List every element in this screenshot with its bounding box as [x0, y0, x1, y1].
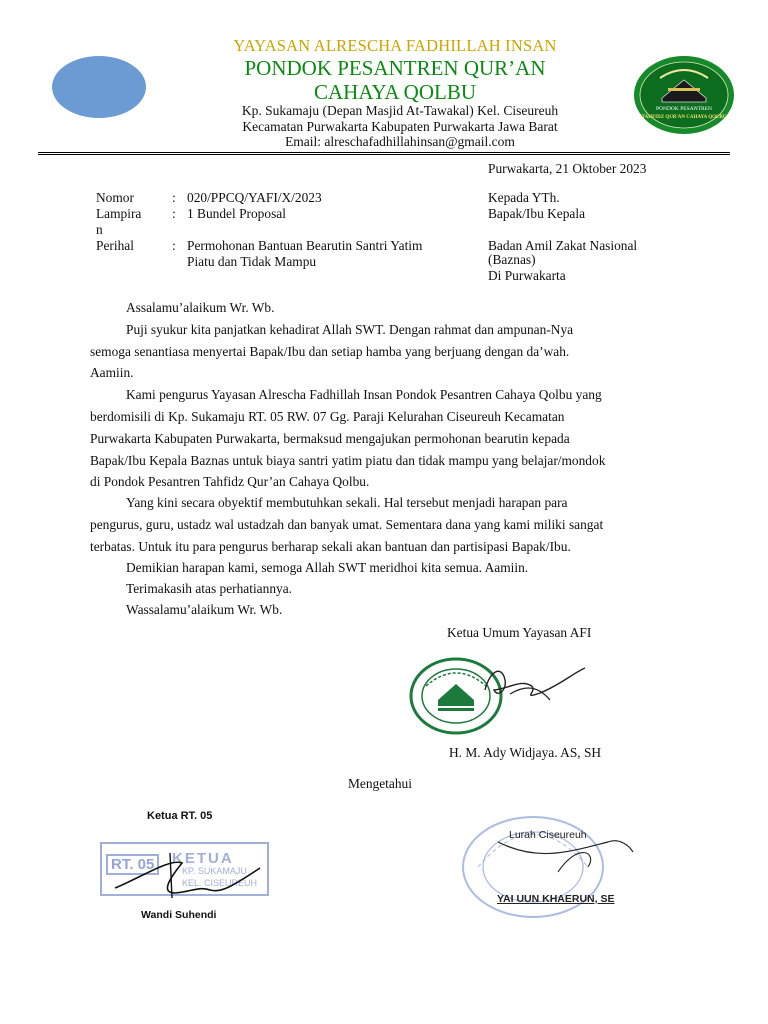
rt-name: Wandi Suhendi	[141, 909, 217, 921]
body-line: Terimakasih atas perhatiannya.	[126, 581, 293, 596]
rt-stamp-title: KETUA	[172, 850, 234, 867]
meta-value: Permohonan Bantuan Bearutin Santri Yatim	[187, 238, 423, 253]
recipient-line: Kepada YTh.	[488, 190, 560, 205]
meta-sep: :	[172, 238, 176, 253]
header-divider	[38, 152, 730, 155]
meta-sep: :	[172, 206, 176, 221]
meta-row	[96, 222, 476, 238]
rt-stamp-line1: KP. SUKAMAJU	[182, 866, 247, 876]
rt-title: Ketua RT. 05	[147, 810, 213, 822]
svg-text:PONDOK PESANTREN: PONDOK PESANTREN	[655, 106, 713, 112]
svg-text:TAHFIDZ QUR'AN CAHAYA QOLBU: TAHFIDZ QUR'AN CAHAYA QOLBU	[641, 115, 727, 120]
body-line: berdomisili di Kp. Sukamaju RT. 05 RW. 07 Gg. Paraji Kelurahan Ciseureuh Kecamatan	[90, 409, 565, 424]
acknowledged-label: Mengetahui	[348, 776, 412, 791]
email-line: Email: alreschafadhillahinsan@gmail.com	[285, 134, 515, 149]
body-line: Kami pengurus Yayasan Alrescha Fadhillah Insan Pondok Pesantren Cahaya Qolbu yang	[126, 387, 602, 402]
body-line: pengurus, guru, ustadz wal ustadzah dan banyak umat. Sementara dana yang kami miliki sangat	[90, 517, 604, 532]
rt-stamp-number: RT. 05	[106, 854, 159, 875]
place-date: Purwakarta, 21 Oktober 2023	[488, 161, 647, 176]
meta-row	[96, 254, 476, 270]
signatory-title: Ketua Umum Yayasan AFI	[447, 625, 592, 640]
meta-value: Piatu dan Tidak Mampu	[187, 254, 317, 269]
recipient-line: Bapak/Ibu Kepala	[488, 206, 586, 221]
meta-label: Lampira	[96, 206, 142, 221]
signatory-name: H. M. Ady Widjaya. AS, SH	[449, 745, 602, 760]
address-line1: Kp. Sukamaju (Depan Masjid At-Tawakal) Kel. Ciseureuh	[241, 103, 559, 118]
greeting: Assalamu’alaikum Wr. Wb.	[126, 300, 275, 315]
meta-label: Perihal	[96, 238, 134, 253]
recipient-line: (Baznas)	[488, 252, 536, 267]
school-name-line1: PONDOK PESANTREN QUR’AN	[244, 56, 546, 80]
meta-value: 1 Bundel Proposal	[187, 206, 286, 221]
rt-stamp-line2: KEL. CISEUREUH	[182, 878, 258, 888]
body-line: Yang kini secara obyektif membutuhkan sekali. Hal tersebut menjadi harapan para	[126, 495, 568, 510]
meta-label: Nomor	[96, 190, 134, 205]
meta-row	[96, 190, 476, 206]
meta-row	[96, 206, 476, 222]
body-line: semoga senantiasa menyertai Bapak/Ibu dan setiap hamba yang berjuang dengan da’wah.	[90, 344, 570, 359]
recipient-line: Badan Amil Zakat Nasional	[488, 238, 638, 253]
body-line: di Pondok Pesantren Tahfidz Qur’an Cahaya Qolbu.	[90, 474, 370, 489]
recipient-line	[488, 222, 728, 238]
letter-meta	[96, 190, 476, 270]
meta-label: n	[96, 222, 103, 237]
chairman-signature	[480, 660, 590, 710]
body-line: Bapak/Ibu Kepala Baznas untuk biaya santri yatim piatu dan tidak mampu yang belajar/mondok	[90, 453, 606, 468]
meta-sep: :	[172, 190, 176, 205]
body-line: terbatas. Untuk itu para pengurus berharap sekali akan bantuan dan partisipasi Bapak/Ibu.	[90, 539, 571, 554]
body-line: Puji syukur kita panjatkan kehadirat Allah SWT. Dengan rahmat dan ampunan-Nya	[126, 322, 574, 337]
recipient-block	[488, 190, 728, 284]
school-name-line2: CAHAYA QOLBU	[313, 80, 476, 104]
recipient-line: Di Purwakarta	[488, 268, 566, 283]
foundation-name: YAYASAN ALRESCHA FADHILLAH INSAN	[233, 36, 557, 55]
address-line2: Kecamatan Purwakarta Kabupaten Purwakarta Jawa Barat	[242, 119, 558, 134]
meta-row	[96, 238, 476, 254]
lurah-title: Lurah Ciseureuh	[509, 829, 587, 841]
meta-value: 020/PPCQ/YAFI/X/2023	[187, 190, 322, 205]
body-line: Wassalamu’alaikum Wr. Wb.	[126, 602, 283, 617]
body-line: Purwakarta Kabupaten Purwakarta, bermaksud mengajukan permohonan bearutin kepada	[90, 431, 570, 446]
lurah-name: YAI UUN KHAERUN, SE	[497, 893, 615, 905]
rt-signature	[110, 848, 270, 908]
body-line: Aamiin.	[90, 365, 134, 380]
body-line: Demikian harapan kami, semoga Allah SWT meridhoi kita semua. Aamiin.	[126, 560, 529, 575]
